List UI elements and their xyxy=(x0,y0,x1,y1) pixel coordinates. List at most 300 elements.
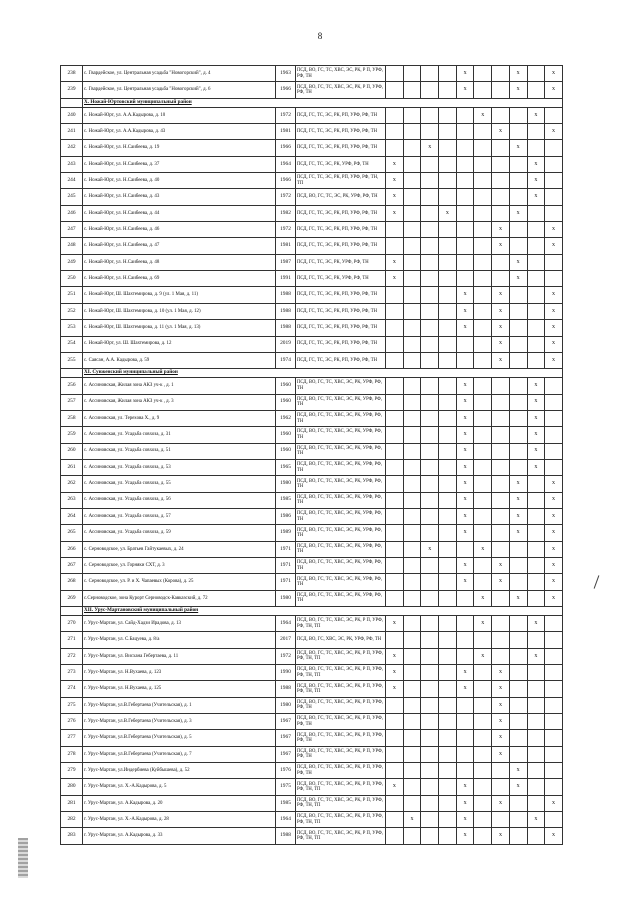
mark-cell xyxy=(421,665,439,681)
works-cell: ПСД, ВО, ГС, ТС, ХВС, ЭС, РК, Р П, УРФ, РФ, ТН, ТП xyxy=(296,681,386,697)
mark-cell xyxy=(509,648,527,664)
address-cell: с. Ассиновская, ул. Усадьба совхоза, д. 51 xyxy=(83,443,276,459)
scan-edge-mark xyxy=(18,838,28,878)
mark-cell xyxy=(386,287,404,303)
mark-cell: x xyxy=(456,378,474,394)
mark-cell xyxy=(421,763,439,779)
row-number: 273 xyxy=(61,665,83,681)
year-cell: 1963 xyxy=(276,66,296,82)
mark-cell xyxy=(509,665,527,681)
mark-cell xyxy=(421,714,439,730)
mark-cell xyxy=(439,287,457,303)
address-cell: с. Гвардейское, ул. Центральная усадьба "Новогорский", д. 6 xyxy=(83,82,276,98)
mark-cell: x xyxy=(456,66,474,82)
works-cell: ПСД, ВО, ГС, ТС, ХВС, ЭС, РК, Р П, УРФ, РФ, ТН, ТП xyxy=(296,616,386,632)
mark-cell xyxy=(386,476,404,492)
works-cell: ПСД, ВО, ГС, ТС, ХВС, ЭС, РК, Р П, УРФ, РФ, ТН xyxy=(296,730,386,746)
mark-cell xyxy=(474,410,492,426)
housing-table xyxy=(60,65,563,845)
mark-cell xyxy=(492,394,510,410)
address-cell: г. Урус-Мартан, ул.В.Гебертаева (Учительская), д. 1 xyxy=(83,697,276,713)
table-row xyxy=(61,303,563,319)
mark-cell xyxy=(439,107,457,123)
mark-cell xyxy=(474,812,492,828)
works-cell: ПСД, ГС, ТС, ЭС, РК, РП, УРФ, РФ, ТН xyxy=(296,320,386,336)
mark-cell xyxy=(474,828,492,844)
table-row xyxy=(61,320,563,336)
year-cell: 2017 xyxy=(276,632,296,648)
mark-cell xyxy=(386,812,404,828)
mark-cell: x xyxy=(456,795,474,811)
mark-cell xyxy=(439,140,457,156)
mark-cell xyxy=(509,336,527,352)
mark-cell xyxy=(509,427,527,443)
mark-cell: x xyxy=(545,557,563,573)
table-row xyxy=(61,828,563,844)
works-cell: ПСД, ГС, ТС, ЭС, РК, РП, УРФ, РФ, ТН xyxy=(296,336,386,352)
address-cell: с. Ножай-Юрт, ул. Н.Саибеева, д. 37 xyxy=(83,156,276,172)
table-row xyxy=(61,665,563,681)
year-cell: 1975 xyxy=(276,779,296,795)
mark-cell xyxy=(509,746,527,762)
mark-cell xyxy=(527,795,545,811)
mark-cell xyxy=(403,336,421,352)
mark-cell xyxy=(403,222,421,238)
address-cell: с. Серноводское, ул. Горняки СХТ, д. 3 xyxy=(83,557,276,573)
mark-cell xyxy=(474,140,492,156)
address-cell: г. Урус-Мартан, ул. Висхана Гебертаева, д. 11 xyxy=(83,648,276,664)
mark-cell: x xyxy=(456,287,474,303)
mark-cell xyxy=(403,394,421,410)
address-cell: с. Ножай-Юрт, ул. Н.Саибеева, д. 69 xyxy=(83,271,276,287)
mark-cell xyxy=(474,492,492,508)
address-cell: с. Ассиновская, Жилая зона АКЗ уч-к , д. 3 xyxy=(83,394,276,410)
mark-cell xyxy=(403,681,421,697)
mark-cell: x xyxy=(509,763,527,779)
mark-cell xyxy=(492,443,510,459)
row-number: 280 xyxy=(61,779,83,795)
mark-cell xyxy=(474,508,492,524)
mark-cell xyxy=(492,525,510,541)
mark-cell xyxy=(492,648,510,664)
mark-cell: x xyxy=(456,303,474,319)
mark-cell xyxy=(527,254,545,270)
table-row xyxy=(61,66,563,82)
mark-cell xyxy=(509,410,527,426)
address-cell: г. Урус-Мартан, ул. Н.Вухаева, д. 125 xyxy=(83,681,276,697)
table-row xyxy=(61,714,563,730)
mark-cell xyxy=(456,254,474,270)
mark-cell xyxy=(474,632,492,648)
row-number: 239 xyxy=(61,82,83,98)
mark-cell: x xyxy=(403,812,421,828)
address-cell: с. Ассиновская, Жилая зона АКЗ уч-к , д. 1 xyxy=(83,378,276,394)
mark-cell xyxy=(421,730,439,746)
works-cell: ПСД, ГС, ТС, ЭС, РК, РП, УРФ, РФ, ТН xyxy=(296,205,386,221)
mark-cell xyxy=(474,714,492,730)
mark-cell xyxy=(403,779,421,795)
mark-cell xyxy=(474,320,492,336)
year-cell: 1982 xyxy=(276,205,296,221)
mark-cell xyxy=(474,238,492,254)
mark-cell: x xyxy=(509,590,527,606)
mark-cell xyxy=(509,287,527,303)
mark-cell xyxy=(403,665,421,681)
mark-cell xyxy=(421,271,439,287)
mark-cell xyxy=(386,124,404,140)
row-number: 243 xyxy=(61,156,83,172)
year-cell: 1971 xyxy=(276,574,296,590)
table-row xyxy=(61,254,563,270)
mark-cell xyxy=(509,459,527,475)
address-cell: с. Серноводское, ул. Братьев Гайтукаевых, д. 24 xyxy=(83,541,276,557)
address-cell: с. Ножай-Юрт, ул. Н.Саибеева, д. 43 xyxy=(83,189,276,205)
mark-cell xyxy=(439,828,457,844)
mark-cell: x xyxy=(492,238,510,254)
mark-cell xyxy=(527,82,545,98)
mark-cell xyxy=(421,779,439,795)
works-cell: ПСД, ВО, ГС, ТС, ХВС, ЭС, РК, УРФ, РФ, ТН xyxy=(296,378,386,394)
mark-cell xyxy=(474,189,492,205)
mark-cell xyxy=(386,394,404,410)
mark-cell xyxy=(474,746,492,762)
works-cell: ПСД, ВО, ГС, ТС, ЭС, РК, УРФ, РФ, ТН xyxy=(296,189,386,205)
table-row xyxy=(61,443,563,459)
section-empty-cell xyxy=(61,369,83,378)
mark-cell xyxy=(421,427,439,443)
mark-cell xyxy=(492,632,510,648)
mark-cell xyxy=(527,66,545,82)
works-cell: ПСД, ВО, ГС, ТС, ХВС, ЭС, РК, УРФ, РФ, ТН xyxy=(296,508,386,524)
table-row xyxy=(61,681,563,697)
row-number: 240 xyxy=(61,107,83,123)
row-number: 269 xyxy=(61,590,83,606)
mark-cell xyxy=(439,476,457,492)
mark-cell xyxy=(492,254,510,270)
mark-cell xyxy=(439,557,457,573)
mark-cell xyxy=(492,616,510,632)
row-number: 247 xyxy=(61,222,83,238)
works-cell: ПСД, ГС, ТС, ЭС, РК, РП, УРФ, РФ, ТН xyxy=(296,238,386,254)
table-row xyxy=(61,730,563,746)
mark-cell xyxy=(456,222,474,238)
row-number: 274 xyxy=(61,681,83,697)
mark-cell xyxy=(439,681,457,697)
mark-cell: x xyxy=(456,681,474,697)
table-row xyxy=(61,378,563,394)
row-number: 246 xyxy=(61,205,83,221)
table-row xyxy=(61,173,563,189)
mark-cell: x xyxy=(492,352,510,368)
mark-cell: x xyxy=(492,714,510,730)
mark-cell xyxy=(474,82,492,98)
mark-cell xyxy=(403,205,421,221)
mark-cell xyxy=(492,779,510,795)
address-cell: с. Ножай-Юрт, ул. Н.Саибеева, д. 44 xyxy=(83,205,276,221)
mark-cell xyxy=(527,238,545,254)
mark-cell xyxy=(509,714,527,730)
mark-cell xyxy=(403,574,421,590)
works-cell: ПСД, ВО, ГС, ТС, ХВС, ЭС, РК, УРФ, РФ, ТН xyxy=(296,459,386,475)
row-number: 251 xyxy=(61,287,83,303)
mark-cell xyxy=(439,714,457,730)
row-number: 241 xyxy=(61,124,83,140)
mark-cell xyxy=(456,352,474,368)
mark-cell: x xyxy=(545,352,563,368)
row-number: 242 xyxy=(61,140,83,156)
mark-cell xyxy=(439,697,457,713)
row-number: 256 xyxy=(61,378,83,394)
table-row xyxy=(61,812,563,828)
table-row xyxy=(61,795,563,811)
mark-cell xyxy=(386,746,404,762)
mark-cell: x xyxy=(492,303,510,319)
address-cell: с. Ассиновская, ул. Усадьба совхоза, д. 56 xyxy=(83,492,276,508)
mark-cell: x xyxy=(527,173,545,189)
mark-cell xyxy=(403,173,421,189)
mark-cell xyxy=(386,574,404,590)
address-cell: г. Урус-Мартан, ул. А.Кадырова, д. 20 xyxy=(83,795,276,811)
mark-cell xyxy=(527,508,545,524)
mark-cell: x xyxy=(456,665,474,681)
mark-cell: x xyxy=(456,828,474,844)
mark-cell xyxy=(527,541,545,557)
table-row xyxy=(61,427,563,443)
mark-cell xyxy=(492,189,510,205)
mark-cell: x xyxy=(492,795,510,811)
mark-cell xyxy=(439,82,457,98)
mark-cell: x xyxy=(439,205,457,221)
mark-cell xyxy=(403,303,421,319)
mark-cell xyxy=(509,557,527,573)
mark-cell xyxy=(492,508,510,524)
mark-cell xyxy=(439,648,457,664)
mark-cell xyxy=(509,189,527,205)
mark-cell: x xyxy=(509,779,527,795)
mark-cell: x xyxy=(474,590,492,606)
mark-cell xyxy=(439,352,457,368)
mark-cell xyxy=(527,763,545,779)
mark-cell: x xyxy=(456,476,474,492)
table-row xyxy=(61,590,563,606)
mark-cell: x xyxy=(386,173,404,189)
mark-cell xyxy=(527,525,545,541)
year-cell: 1976 xyxy=(276,763,296,779)
mark-cell xyxy=(386,492,404,508)
mark-cell xyxy=(421,303,439,319)
mark-cell xyxy=(403,352,421,368)
mark-cell xyxy=(421,574,439,590)
mark-cell xyxy=(492,271,510,287)
year-cell: 1966 xyxy=(276,140,296,156)
mark-cell xyxy=(545,271,563,287)
mark-cell xyxy=(439,254,457,270)
mark-cell xyxy=(492,156,510,172)
mark-cell xyxy=(545,746,563,762)
mark-cell xyxy=(439,189,457,205)
mark-cell: x xyxy=(545,82,563,98)
mark-cell: x xyxy=(456,525,474,541)
mark-cell xyxy=(439,124,457,140)
mark-cell: x xyxy=(386,156,404,172)
mark-cell xyxy=(545,665,563,681)
mark-cell xyxy=(403,107,421,123)
table-row xyxy=(61,410,563,426)
mark-cell: x xyxy=(527,378,545,394)
mark-cell xyxy=(527,681,545,697)
address-cell: с. Ножай-Юрт, ул. Н.Саибеева, д. 48 xyxy=(83,254,276,270)
mark-cell: x xyxy=(492,124,510,140)
mark-cell: x xyxy=(545,66,563,82)
mark-cell xyxy=(527,665,545,681)
works-cell: ПСД, ВО, ГС, ТС, ХВС, ЭС, РК, УРФ, РФ, ТН xyxy=(296,410,386,426)
year-cell: 1988 xyxy=(276,828,296,844)
mark-cell xyxy=(421,394,439,410)
mark-cell: x xyxy=(386,648,404,664)
table-row xyxy=(61,616,563,632)
mark-cell xyxy=(492,173,510,189)
mark-cell xyxy=(492,763,510,779)
row-number: 270 xyxy=(61,616,83,632)
mark-cell: x xyxy=(492,320,510,336)
mark-cell xyxy=(509,574,527,590)
mark-cell xyxy=(403,238,421,254)
mark-cell xyxy=(403,124,421,140)
mark-cell xyxy=(439,525,457,541)
mark-cell xyxy=(403,590,421,606)
mark-cell xyxy=(421,378,439,394)
table-row xyxy=(61,222,563,238)
mark-cell xyxy=(386,66,404,82)
mark-cell xyxy=(456,336,474,352)
works-cell: ПСД, ГС, ТС, ЭС, РК, РП, УРФ, РФ, ТН xyxy=(296,352,386,368)
year-cell: 1972 xyxy=(276,189,296,205)
mark-cell xyxy=(509,238,527,254)
mark-cell xyxy=(474,665,492,681)
mark-cell xyxy=(421,66,439,82)
address-cell: с. Ножай-Юрт, ул. Н.Саибеева, д. 46 xyxy=(83,222,276,238)
mark-cell xyxy=(509,173,527,189)
mark-cell: x xyxy=(545,287,563,303)
row-number: 255 xyxy=(61,352,83,368)
mark-cell: x xyxy=(545,124,563,140)
mark-cell: x xyxy=(492,336,510,352)
mark-cell: x xyxy=(545,476,563,492)
mark-cell xyxy=(439,66,457,82)
address-cell: с. Ассиновская, ул. Усадьба совхоза, д. 57 xyxy=(83,508,276,524)
table-row xyxy=(61,525,563,541)
row-number: 264 xyxy=(61,508,83,524)
works-cell: ПСД, ГС, ТС, ЭС, РК, УРФ, РФ, ТН xyxy=(296,156,386,172)
mark-cell: x xyxy=(527,394,545,410)
mark-cell xyxy=(403,271,421,287)
row-number: 283 xyxy=(61,828,83,844)
mark-cell: x xyxy=(545,541,563,557)
year-cell: 1988 xyxy=(276,303,296,319)
works-cell: ПСД, ГС, ТС, ЭС, РК, РП, УРФ, РФ, ТН xyxy=(296,124,386,140)
row-number: 271 xyxy=(61,632,83,648)
mark-cell xyxy=(492,205,510,221)
mark-cell xyxy=(403,156,421,172)
works-cell: ПСД, ГС, ТС, ЭС, РК, РП, УРФ, РФ, ТН xyxy=(296,222,386,238)
mark-cell xyxy=(492,378,510,394)
mark-cell xyxy=(439,378,457,394)
mark-cell xyxy=(421,681,439,697)
mark-cell xyxy=(439,459,457,475)
address-cell: г. Урус-Мартан, ул. Н.Вухаева, д. 123 xyxy=(83,665,276,681)
row-number: 266 xyxy=(61,541,83,557)
mark-cell xyxy=(386,303,404,319)
mark-cell xyxy=(527,476,545,492)
mark-cell xyxy=(421,746,439,762)
address-cell: с. Ассиновская, ул. Усадьба совхоза, д. 53 xyxy=(83,459,276,475)
mark-cell xyxy=(403,320,421,336)
mark-cell xyxy=(492,541,510,557)
works-cell: ПСД, ВО, ГС, ТС, ХВС, ЭС, РК, Р П, УРФ, РФ, ТН xyxy=(296,82,386,98)
table-row xyxy=(61,82,563,98)
table-row xyxy=(61,746,563,762)
mark-cell xyxy=(527,557,545,573)
row-number: 281 xyxy=(61,795,83,811)
mark-cell: x xyxy=(474,107,492,123)
mark-cell xyxy=(386,410,404,426)
mark-cell xyxy=(403,697,421,713)
mark-cell xyxy=(474,222,492,238)
mark-cell xyxy=(386,443,404,459)
mark-cell xyxy=(439,779,457,795)
mark-cell: x xyxy=(545,795,563,811)
table-body xyxy=(61,66,563,845)
table-row xyxy=(61,763,563,779)
address-cell: с. Ножай-Юрт, ул. Н.Саибеева, д. 19 xyxy=(83,140,276,156)
mark-cell xyxy=(456,763,474,779)
table-row xyxy=(61,632,563,648)
mark-cell xyxy=(439,492,457,508)
table-row xyxy=(61,476,563,492)
mark-cell: x xyxy=(492,746,510,762)
mark-cell: x xyxy=(509,492,527,508)
row-number: 278 xyxy=(61,746,83,762)
address-cell: с. Ножай-Юрт, ул. Ш. Шахтемирова, д. 12 xyxy=(83,336,276,352)
mark-cell xyxy=(456,189,474,205)
mark-cell xyxy=(439,427,457,443)
address-cell: с. Ассиновская, ул. Терехова Х., д. 9 xyxy=(83,410,276,426)
mark-cell xyxy=(386,557,404,573)
works-cell: ПСД, ВО, ГС, ТС, ХВС, ЭС, РК, УРФ, РФ, ТН xyxy=(296,541,386,557)
mark-cell xyxy=(509,697,527,713)
mark-cell: x xyxy=(386,205,404,221)
mark-cell xyxy=(474,66,492,82)
section-header-row xyxy=(61,369,563,378)
mark-cell: x xyxy=(545,508,563,524)
section-header-row xyxy=(61,98,563,107)
mark-cell: x xyxy=(492,828,510,844)
mark-cell xyxy=(527,140,545,156)
mark-cell xyxy=(509,795,527,811)
row-number: 257 xyxy=(61,394,83,410)
mark-cell xyxy=(439,222,457,238)
row-number: 277 xyxy=(61,730,83,746)
mark-cell xyxy=(456,697,474,713)
mark-cell xyxy=(545,394,563,410)
address-cell: с.Серноводское, зона Курорт Серноводск-Кавказский, д. 72 xyxy=(83,590,276,606)
mark-cell xyxy=(474,779,492,795)
table-row xyxy=(61,189,563,205)
mark-cell xyxy=(474,205,492,221)
mark-cell xyxy=(421,648,439,664)
mark-cell: x xyxy=(386,271,404,287)
works-cell: ПСД, ВО, ГС, ТС, ХВС, ЭС, РК, УРФ, РФ, ТН xyxy=(296,557,386,573)
